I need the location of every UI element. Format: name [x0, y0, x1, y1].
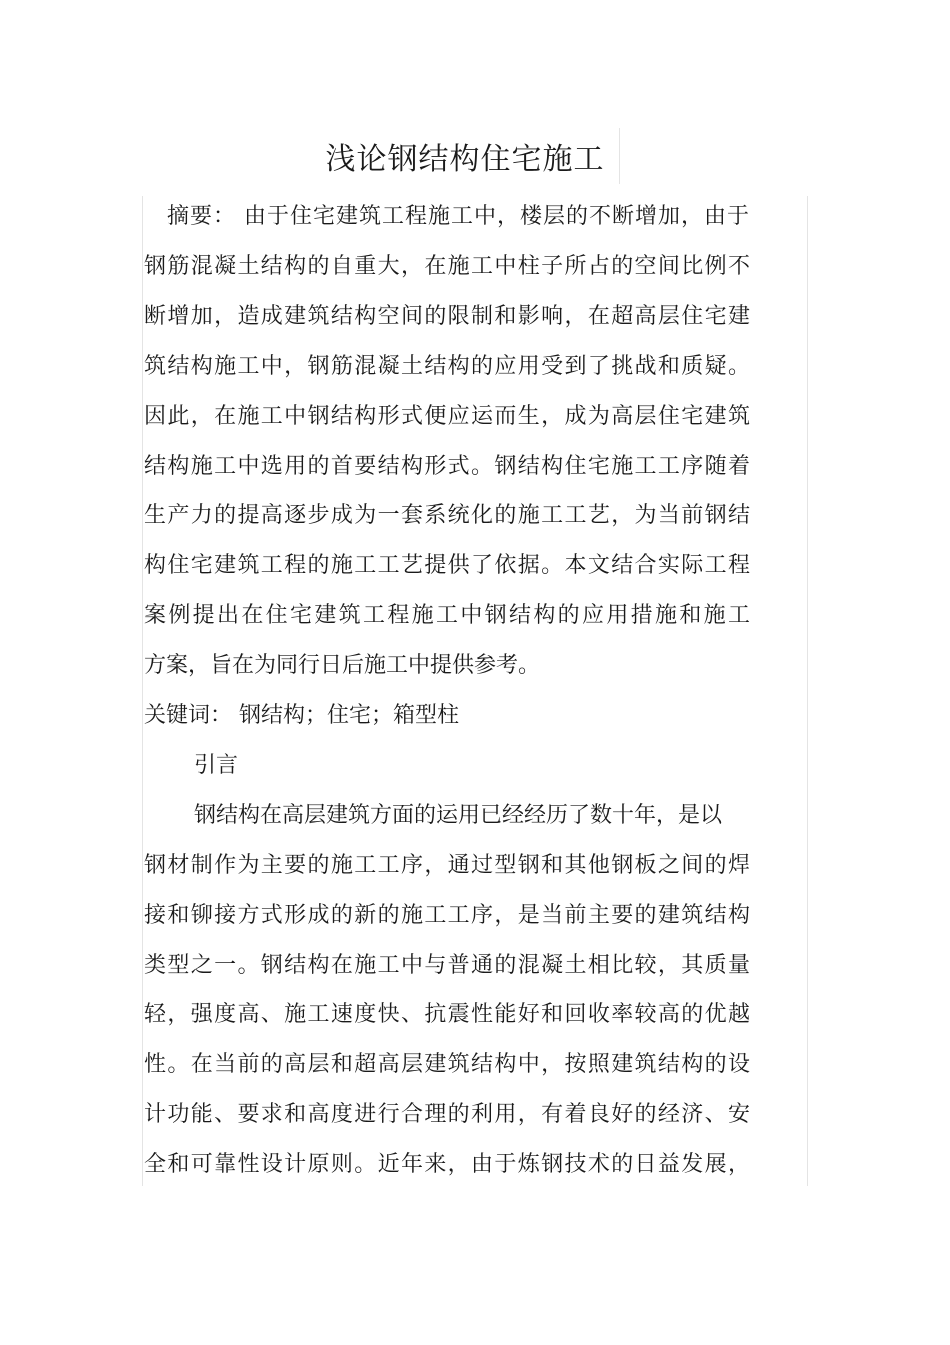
- text-line: 钢结构在高层建筑方面的运用已经经历了数十年，是以: [194, 802, 723, 828]
- text-line: 轻，强度高、施工速度快、抗震性能好和回收率较高的优越: [144, 1002, 752, 1028]
- right-margin-line: [807, 196, 808, 1186]
- text-line: 全和可靠性设计原则。近年来，由于炼钢技术的日益发展，: [144, 1152, 752, 1178]
- document-title: 浅论钢结构住宅施工: [325, 142, 605, 177]
- text-line: 案例提出在住宅建筑工程施工中钢结构的应用措施和施工: [144, 603, 753, 629]
- text-line: 类型之一。钢结构在施工中与普通的混凝土相比较，其质量: [144, 952, 752, 978]
- text-line: 结构施工中选用的首要结构形式。钢结构住宅施工工序随着: [144, 453, 752, 479]
- text-line: 断增加，造成建筑结构空间的限制和影响，在超高层住宅建: [144, 303, 752, 329]
- text-line: 引言: [194, 752, 239, 778]
- text-line: 关键词： 钢结构；住宅；箱型柱: [144, 703, 459, 728]
- text-line: 钢材制作为主要的施工工序，通过型钢和其他钢板之间的焊: [144, 852, 752, 878]
- text-line: 因此，在施工中钢结构形式便应运而生，成为高层住宅建筑: [144, 403, 752, 429]
- text-line: 计功能、要求和高度进行合理的利用，有着良好的经济、安: [144, 1102, 752, 1128]
- title-divider: [619, 128, 620, 184]
- text-line: 生产力的提高逐步成为一套系统化的施工工艺，为当前钢结: [144, 503, 752, 529]
- text-line: 构住宅建筑工程的施工工艺提供了依据。本文结合实际工程: [144, 553, 752, 579]
- left-margin-line: [142, 196, 143, 1186]
- text-line: 方案，旨在为同行日后施工中提供参考。: [144, 653, 541, 679]
- text-line: 接和铆接方式形成的新的施工工序，是当前主要的建筑结构: [144, 902, 752, 928]
- text-line: 性。在当前的高层和超高层建筑结构中，按照建筑结构的设: [144, 1052, 752, 1078]
- text-line: 摘要： 由于住宅建筑工程施工中，楼层的不断增加，由于: [144, 204, 750, 229]
- text-line: 筑结构施工中，钢筋混凝土结构的应用受到了挑战和质疑。: [144, 353, 752, 379]
- text-line: 钢筋混凝土结构的自重大，在施工中柱子所占的空间比例不: [144, 253, 752, 279]
